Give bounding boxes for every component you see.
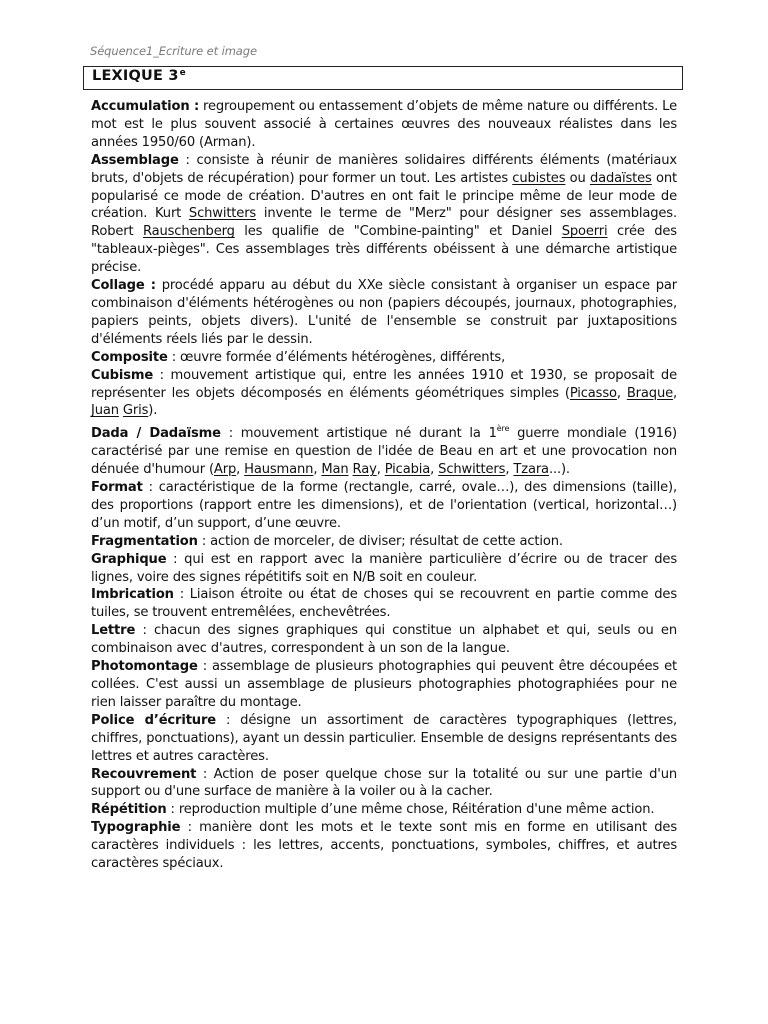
glossary-term: Recouvrement [91,766,197,782]
glossary-definition: : manière dont les mots et le texte sont mis en forme en utilisant des caractères individuels : les lettres, accents, ponctuations, symboles, chiffres, et autres caractères spéciaux. [91,820,677,872]
glossary-term: Composite [91,349,168,365]
glossary-term: Accumulation : [91,99,200,114]
glossary-term: Graphique [91,551,167,567]
glossary-term: Cubisme [91,367,154,383]
page-title-text: LEXIQUE 3 [92,68,179,84]
glossary-entry-fragmentation [91,533,677,551]
definition-text: , [313,462,322,478]
glossary-definition: : désigne un assortiment de caractères typographiques (lettres, chiffres, ponctuations), ayant un dessin particulier. Ensemble de designs représentants des lettres et autres caractères. [91,712,678,764]
running-header: Séquence1_Ecriture et image [90,44,257,58]
link-hausmann[interactable]: Hausmann [244,462,314,478]
definition-text: : consiste à réunir de manières solidaires différents éléments (matériaux bruts, d'objets de récupération) pour former un tout. Les artistes [91,152,677,186]
glossary-term: Photomontage [91,659,198,675]
ordinal-superscript: ère [496,424,510,434]
definition-text: , [236,462,245,478]
glossary-definition: : Liaison étroite ou état de choses qui se recouvrent en partie comme des tuiles, se trouvent entremêlées, enchevêtrées. [91,587,677,621]
glossary-definition: procédé apparu au début du XXe siècle consistant à organiser un espace par combinaison d'éléments hétérogènes ou non (papiers découpés, journaux, photographies, papiers peints, objets divers). L'unité de l'ensemble se construit par juxtapositions d'éléments réels liés par le dessin. [91,278,677,347]
glossary-definition: : reproduction multiple d’une même chose, Réitération d'une même action. [166,802,655,818]
glossary-definition: : qui est en rapport avec la manière particulière d’écrire ou de tracer des lignes, voire des signes répétitifs soit en N/B soit en couleur. [91,551,677,585]
glossary-entry-typographie [91,819,677,873]
glossary-entry-graphique [91,551,677,587]
page-title-superscript: e [179,68,186,78]
glossary-entry-recouvrement [91,766,677,802]
glossary-term: Typographie [91,820,181,836]
glossary-term: Assemblage [91,152,179,168]
glossary-definition: : assemblage de plusieurs photographies qui peuvent être découpées et collées. C'est aussi un assemblage de plusieurs photographies photographiées pour ne rien laisser paraître du montage. [91,659,677,710]
definition-text: , [430,462,439,478]
glossary-definition: : Action de poser quelque chose sur la totalité ou sur une partie d'un support ou d'une surface de manière à la voiler ou à la cacher. [91,766,677,800]
definition-text: les qualifie de "Combine-painting" et Daniel [234,224,562,240]
glossary-entry-imbrication [91,586,677,622]
definition-text: invente le terme de "Merz" pour désigner ses assemblages. Robert [91,206,677,240]
glossary-term: Collage : [91,278,156,294]
definition-text: , [616,385,627,401]
definition-text: ). [148,403,158,419]
glossary-term: Dada / Dadaïsme [91,426,221,442]
glossary-entry-collage [91,277,677,349]
glossary-entry-lettre [91,622,677,658]
glossary-entry-repetition [91,801,677,819]
glossary-entry-format [91,479,677,533]
glossary-term: Lettre [91,623,136,639]
definition-text: crée des "tableaux-pièges". Ces assemblages très différents obéissent à une démarche artistique précise. [91,224,677,276]
glossary-term: Imbrication [91,587,174,603]
page-title [92,68,186,84]
glossary-entry-assemblage [91,152,677,277]
glossary-definition: : œuvre formée d’éléments hétérogènes, différents, [167,349,506,365]
link-spoerri[interactable]: Spoerri [561,224,608,240]
glossary-entry-photomontage [91,658,677,712]
definition-text: ont popularisé ce mode de création. D'autres en ont fait le principe même de leur mode de création. Kurt [91,170,677,222]
link-man[interactable]: Man [321,462,349,478]
definition-text: , [505,462,514,478]
definition-text: : mouvement artistique qui, entre les années 1910 et 1930, se proposait de représenter les objets décomposés en éléments géométriques simples ( [91,367,677,401]
definition-text: ou [565,170,590,186]
glossary-term: Police d’écriture [91,712,217,728]
link-arp[interactable]: Arp [213,462,237,478]
glossary-term: Format [91,480,143,496]
link-juan[interactable]: Juan [91,403,119,419]
definition-text: guerre mondiale (1916) caractérisé par une remise en question de l'idée de Beau en art et une provocation non dénuée d'humour ( [91,426,677,478]
glossary-entry-dada [91,420,677,479]
link-gris[interactable]: Gris [122,403,149,419]
definition-text: , [673,385,678,401]
definition-text: ...). [548,462,570,478]
link-ray[interactable]: Ray [352,462,377,478]
glossary-definition: : caractéristique de la forme (rectangle, carré, ovale…), des dimensions (taille), des proportions (rapport entre les dimensions), et de l'orientation (vertical, horizontal…) d’un motif, d’un support, d’une œuvre. [91,480,677,531]
definition-text: , [376,462,385,478]
glossary-entry-cubisme [91,367,677,421]
link-schwitters[interactable]: Schwitters [438,462,506,478]
glossary-term: Fragmentation [91,533,198,549]
glossary-definition: : action de morceler, de diviser; résultat de cette action. [197,533,563,549]
link-braque[interactable]: Braque [626,385,673,401]
title-box [83,66,683,90]
glossary [91,98,677,873]
definition-text: : mouvement artistique né durant la 1 [220,426,497,442]
link-dadaistes[interactable]: dadaïstes [589,170,652,186]
link-tzara[interactable]: Tzara [513,462,549,478]
glossary-entry-composite [91,349,677,367]
glossary-definition: : chacun des signes graphiques qui constitue un alphabet et qui, seuls ou en combinaison avec d'autres, correspondent à un son de la langue. [91,623,677,657]
glossary-entry-police [91,712,677,766]
glossary-entry-accumulation [91,98,677,152]
link-cubistes[interactable]: cubistes [512,170,566,186]
link-picasso[interactable]: Picasso [569,385,617,401]
link-schwitters[interactable]: Schwitters [188,206,257,222]
link-rauschenberg[interactable]: Rauschenberg [142,224,235,240]
glossary-definition: regroupement ou entassement d’objets de même nature ou différents. Le mot est le plus souvent associé à certaines œuvres des nouveaux réalistes dans les années 1950/60 (Arman). [91,99,677,150]
link-picabia[interactable]: Picabia [384,462,431,478]
glossary-term: Répétition [91,802,167,818]
